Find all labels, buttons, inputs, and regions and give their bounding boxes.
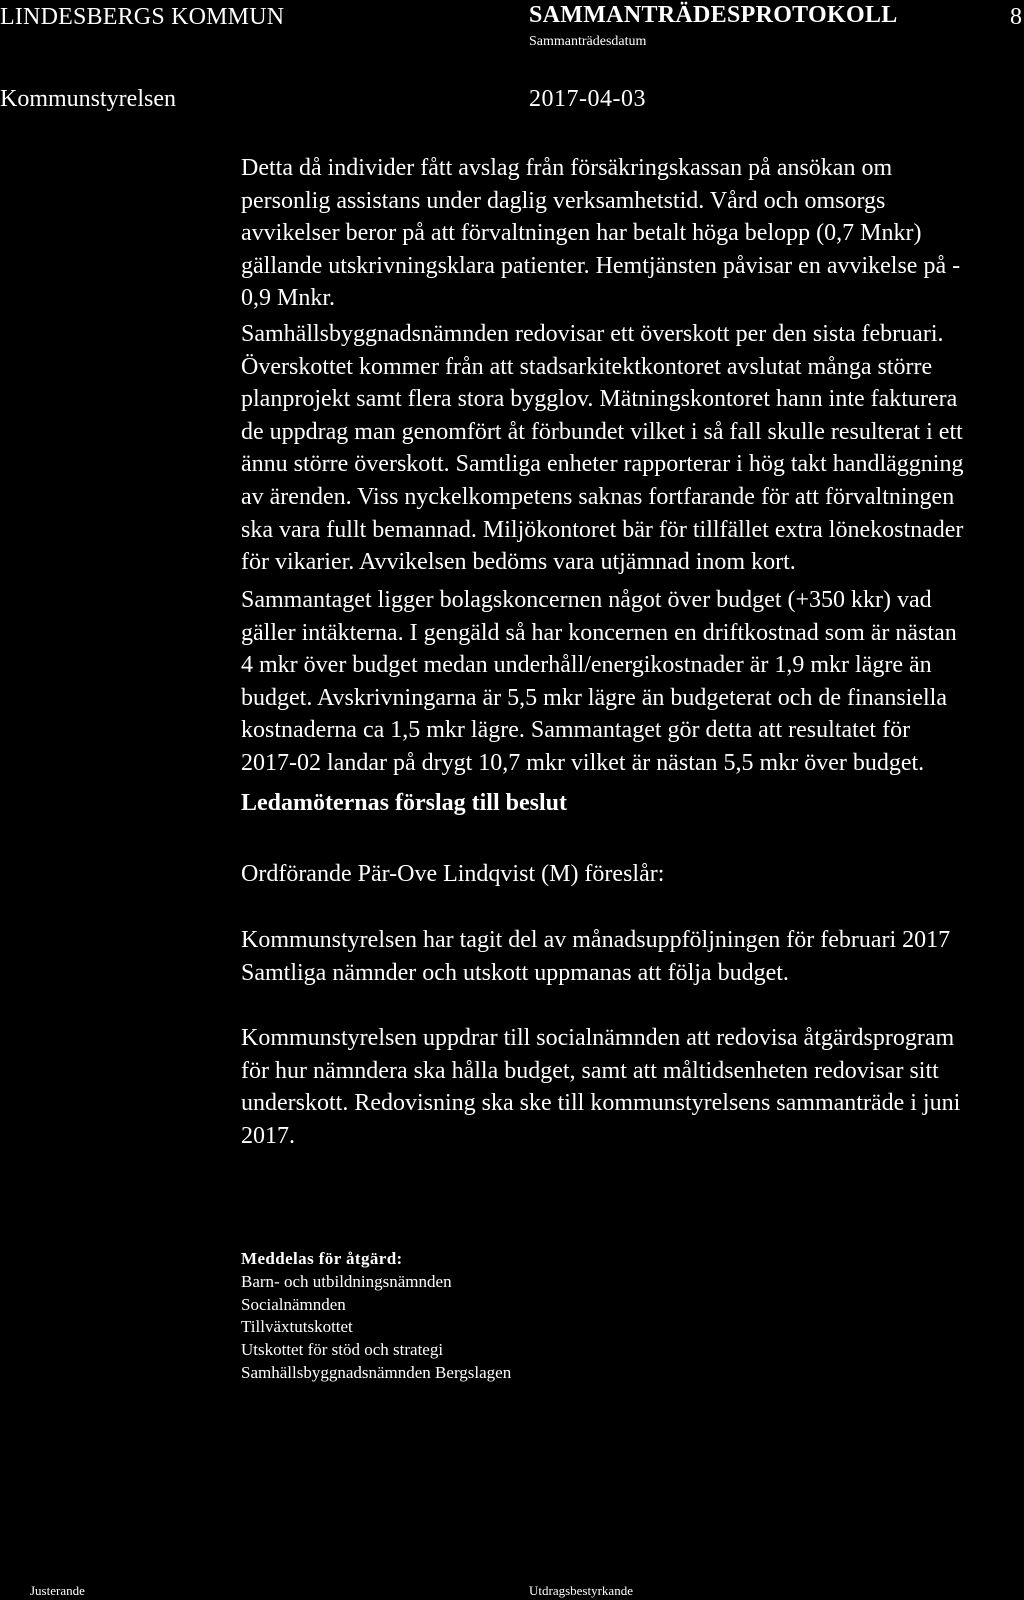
text-line: Ordförande Pär-Ove Lindqvist (M) föreslår: (241, 861, 665, 887)
footer-extract-certifier-label: Utdragsbestyrkande (529, 1583, 633, 1598)
text-line: för hur nämndera ska hålla budget, samt att måltidsenheten redovisar sitt (241, 1057, 939, 1084)
text-line: Överskottet kommer från att stadsarkitektkontoret avslutat många större (241, 353, 933, 380)
text-line: Detta då individer fått avslag från försäkringskassan på ansökan om (241, 155, 893, 181)
text-line: ännu större överskott. Samtliga enheter rapporterar i hög takt handläggning (241, 451, 964, 478)
recipient-item: Samhällsbyggnadsnämnden Bergslagen (241, 1362, 512, 1382)
recipient-item: Socialnämnden (241, 1294, 346, 1314)
recipient-item: Tillväxtutskottet (241, 1317, 353, 1337)
text-line: gäller intäkterna. I gengäld så har koncernen en driftkostnad som är nästan (241, 619, 957, 646)
recipient-item: Utskottet för stöd och strategi (241, 1340, 444, 1360)
paragraph-company-group (241, 584, 957, 780)
text-line: personlig assistans under daglig verksamhetstid. Vård och omsorgs (241, 187, 886, 214)
organization-name: LINDESBERGS KOMMUN (0, 4, 285, 30)
text-line: för vikarier. Avvikelsen bedöms vara utjämnad inom kort. (241, 549, 796, 576)
text-line: avvikelser beror på att förvaltningen har betalt höga belopp (0,7 Mnkr) (241, 220, 922, 247)
text-line: kostnaderna ca 1,5 mkr lägre. Sammantaget gör detta att resultatet för (241, 717, 911, 744)
text-line: Sammantaget ligger bolagskoncernen något över budget (+350 kkr) vad (241, 587, 932, 613)
text-line: planprojekt samt flera stora bygglov. Mätningskontoret hann inte fakturera (241, 386, 958, 413)
text-line: underskott. Redovisning ska ske till kommunstyrelsens sammanträde i juni (241, 1090, 961, 1117)
body-name: Kommunstyrelsen (0, 86, 176, 112)
notification-list (241, 1248, 511, 1385)
meeting-date-label: Sammanträdesdatum (529, 34, 647, 49)
recipient-item: Barn- och utbildningsnämnden (241, 1271, 452, 1291)
paragraph-community-building (241, 318, 963, 579)
text-line: ska vara fullt bemannad. Miljökontoret bär för tillfället extra lönekostnader (241, 516, 964, 543)
footer-adjuster-label: Justerande (30, 1583, 85, 1598)
page-number: 8 (1010, 4, 1022, 30)
text-line: Samhällsbyggnadsnämnden redovisar ett överskott per den sista februari. (241, 321, 944, 347)
text-line: av ärenden. Viss nyckelkompetens saknas fortfarande för att förvaltningen (241, 483, 955, 510)
text-line: 0,9 Mnkr. (241, 285, 336, 312)
section-heading: Ledamöternas förslag till beslut (241, 790, 567, 816)
paragraph-social-services (241, 152, 960, 315)
paragraph-decision-1 (241, 924, 950, 989)
text-line: 4 mkr över budget medan underhåll/energikostnader är 1,9 mkr lägre än (241, 652, 932, 679)
text-line: Samtliga nämnder och utskott uppmanas att följa budget. (241, 959, 789, 986)
meeting-date: 2017-04-03 (529, 86, 646, 112)
text-line: 2017-02 landar på drygt 10,7 mkr vilket är nästan 5,5 mkr över budget. (241, 749, 925, 776)
paragraph-decision-2 (241, 1022, 960, 1152)
text-line: gällande utskrivningsklara patienter. Hemtjänsten påvisar en avvikelse på - (241, 252, 961, 279)
text-line: Kommunstyrelsen uppdrar till socialnämnden att redovisa åtgärdsprogram (241, 1025, 955, 1051)
text-line: budget. Avskrivningarna är 5,5 mkr lägre än budgeterat och de finansiella (241, 684, 947, 711)
text-line: de uppdrag man genomfört åt förbundet vilket i så fall skulle resulterat i ett (241, 418, 963, 445)
notification-title: Meddelas för åtgärd: (241, 1249, 403, 1268)
text-line: 2017. (241, 1122, 295, 1149)
document-type-title: SAMMANTRÄDESPROTOKOLL (529, 2, 898, 28)
paragraph-chair-proposal (241, 858, 664, 891)
text-line: Kommunstyrelsen har tagit del av månadsuppföljningen för februari 2017 (241, 927, 951, 953)
